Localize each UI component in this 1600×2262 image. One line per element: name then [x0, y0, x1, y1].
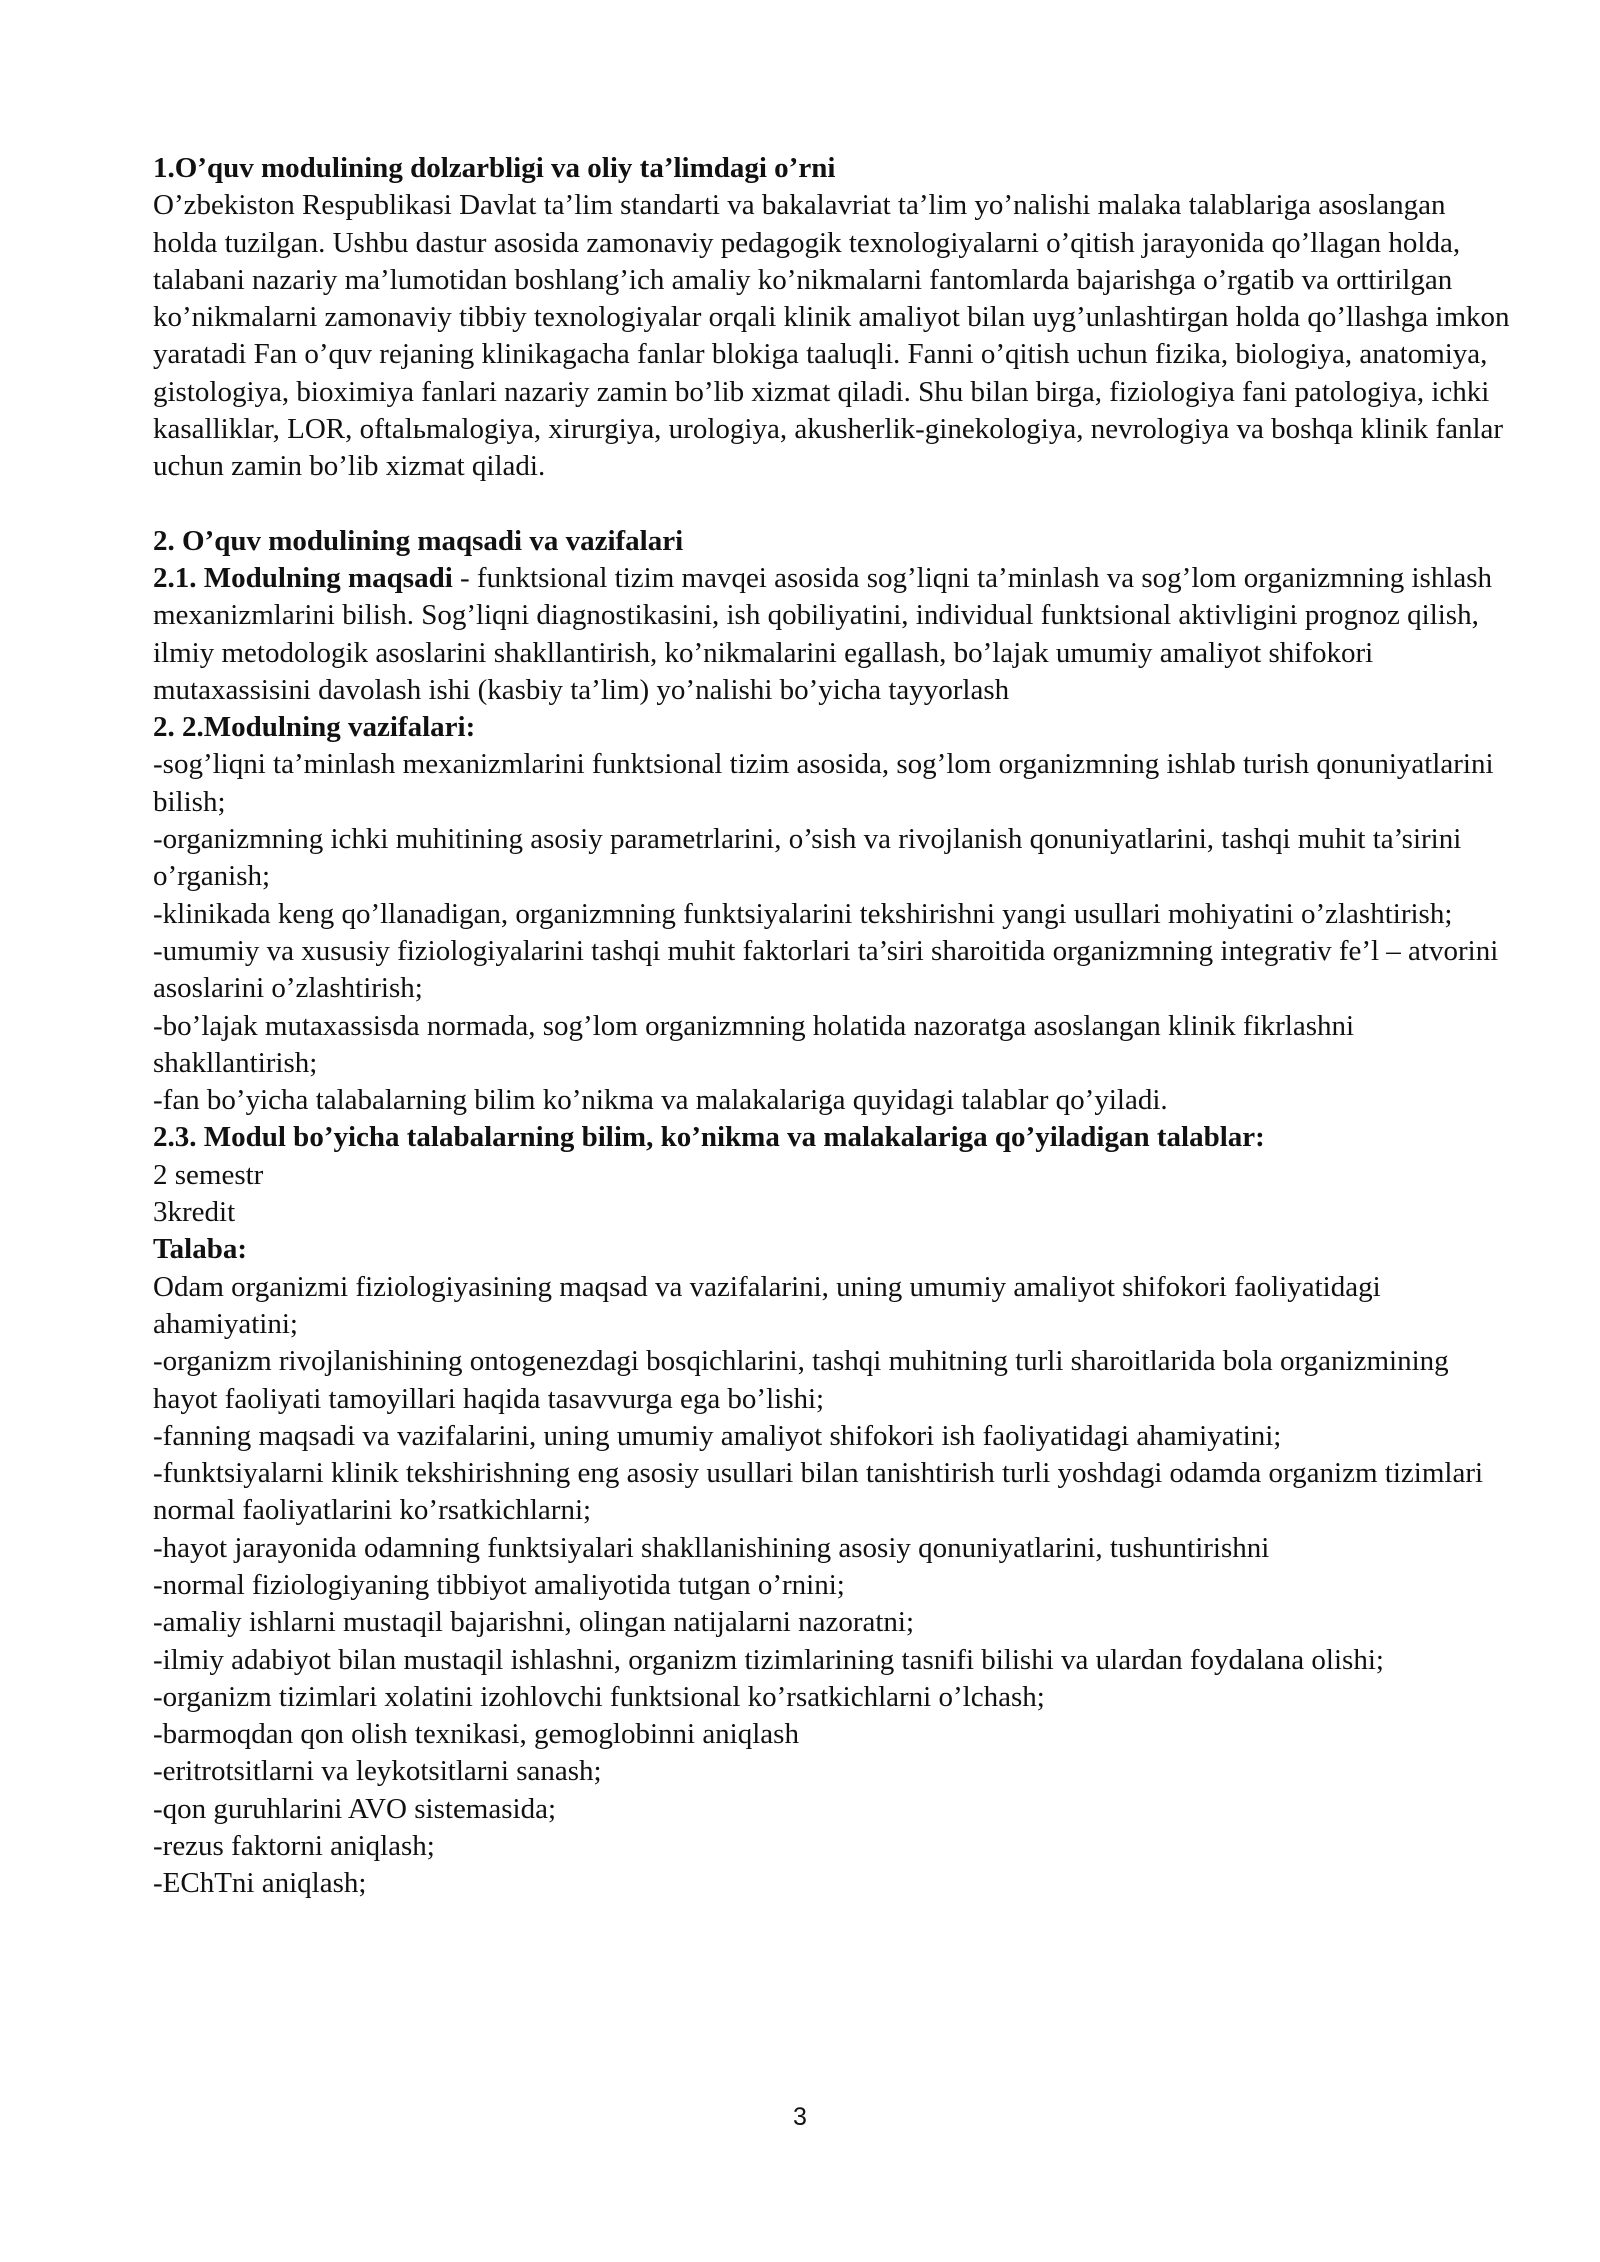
goal-label: 2.1. Modulning maqsadi: [153, 561, 453, 594]
task-item: -fan bo’yicha talabalarning bilim ko’nikma va malakalariga quyidagi talablar qo’yiladi.: [153, 1084, 1168, 1117]
paragraph-gap: [153, 486, 1513, 523]
student-item: Odam organizmi fiziologiyasining maqsad va vazifalarini, uning umumiy amaliyot shifokori faoliyatidagi ahamiyatini;: [153, 1270, 1381, 1340]
student-item: -barmoqdan qon olish texnikasi, gemoglobinni aniqlash: [153, 1718, 799, 1751]
student-item: -EChTni aniqlash;: [153, 1867, 367, 1900]
student-item: -qon guruhlarini AVO sistemasida;: [153, 1792, 557, 1825]
document-page: [153, 150, 1513, 1903]
student-item: -organizm tizimlari xolatini izohlovchi funktsional ko’rsatkichlarni o’lchash;: [153, 1680, 1045, 1713]
task-item: -sog’liqni ta’minlash mexanizmlarini funktsional tizim asosida, sog’lom organizmning ishlab turish qonuniyatlarini bilish;: [153, 748, 1494, 818]
student-label: Talaba:: [153, 1233, 248, 1266]
student-item: -eritrotsitlarni va leykotsitlarni sanash;: [153, 1755, 602, 1788]
goal-text: - funktsional tizim mavqei asosida sog’liqni ta’minlash va sog’lom organizmning ishlash mexanizmlarini bilish. Sog’liqni diagnostikasini, ish qobiliyatini, individual funktsional aktivligini prognoz qilish, ilmiy metodologik asoslarini shakllantirish, ko’nikmalarini egallash, bo’lajak umumiy amaliyot shifokori mutaxassisini davolash ishi (kasbiy ta’lim) yo’nalishi bo’yicha tayyorlash: [153, 561, 1493, 706]
student-item: -rezus faktorni aniqlash;: [153, 1830, 435, 1863]
student-item: -normal fiziologiyaning tibbiyot amaliyotida tutgan o’rnini;: [153, 1568, 845, 1601]
student-item: -fanning maqsadi va vazifalarini, uning umumiy amaliyot shifokori ish faoliyatidagi ahamiyatini;: [153, 1419, 1282, 1452]
task-item: -umumiy va xususiy fiziologiyalarini tashqi muhit faktorlari ta’siri sharoitida organizmning integrativ fe’l – atvorini asoslarini o’zlashtirish;: [153, 934, 1499, 1005]
student-item: -organizm rivojlanishining ontogenezdagi bosqichlarini, tashqi muhitning turli sharoitlarida bola organizmining hayot faoliyati tamoyillari haqida tasavvurga ega bo’lishi;: [153, 1345, 1449, 1415]
student-item: -amaliy ishlarni mustaqil bajarishni, olingan natijalarni nazoratni;: [153, 1606, 915, 1639]
student-item: -ilmiy adabiyot bilan mustaqil ishlashni, organizm tizimlarining tasnifi bilishi va ulardan foydalana olishi;: [153, 1643, 1384, 1676]
semester-line: 2 semestr: [153, 1158, 264, 1191]
page-number: 3: [793, 2103, 807, 2131]
credit-line: 3kredit: [153, 1196, 236, 1229]
section2-heading: 2. O’quv modulining maqsadi va vazifalari: [153, 524, 684, 557]
section1-body: O’zbekiston Respublikasi Davlat ta’lim standarti va bakalavriat ta’lim yo’nalishi malaka talablariga asoslangan holda tuzilgan. Ushbu dastur asosida zamonaviy pedagogik texnologiyalarni o’qitish jarayonida qo’llagan holda, talabani nazariy ma’lumotidan boshlang’ich amaliy ko’nikmalarni fantomlarda bajarishga o’rgatib va orttirilgan ko’nikmalarni zamonaviy tibbiy texnologiyalar orqali klinik amaliyot bilan uyg’unlashtirgan holda qo’llashga imkon yaratadi Fan o’quv rejaning klinikagacha fanlar blokiga taaluqli. Fanni o’qitish uchun fizika, biologiya, anatomiya, gistologiya, bioximiya fanlari nazariy zamin bo’lib xizmat qiladi. Shu bilan birga, fiziologiya fani patologiya, ichki kasalliklar, LOR, oftalьmalogiya, xirurgiya, urologiya, akusherlik-ginekologiya, nevrologiya va boshqa klinik fanlar uchun zamin bo’lib xizmat qiladi.: [153, 189, 1510, 483]
goal-paragraph: [153, 560, 1513, 709]
section1-heading: 1.O’quv modulining dolzarbligi va oliy ta’limdagi o’rni: [153, 152, 836, 184]
student-item: -hayot jarayonida odamning funktsiyalari shakllanishining asosiy qonuniyatlarini, tushuntirishni: [153, 1531, 1270, 1564]
requirements-heading: 2.3. Modul bo’yicha talabalarning bilim, ko’nikma va malakalariga qo’yiladigan talablar:: [153, 1121, 1265, 1154]
task-item: -organizmning ichki muhitining asosiy parametrlarini, o’sish va rivojlanish qonuniyatlarini, tashqi muhit ta’sirini o’rganish;: [153, 823, 1462, 893]
student-item: -funktsiyalarni klinik tekshirishning eng asosiy usullari bilan tanishtirish turli yoshdagi odamda organizm tizimlari normal faoliyatlarini ko’rsatkichlarni;: [153, 1457, 1484, 1527]
task-item: -bo’lajak mutaxassisda normada, sog’lom organizmning holatida nazoratga asoslangan klinik fikrlashni shakllantirish;: [153, 1009, 1355, 1079]
tasks-heading: 2. 2.Modulning vazifalari:: [153, 711, 476, 744]
task-item: -klinikada keng qo’llanadigan, organizmning funktsiyalarini tekshirishni yangi usullari mohiyatini o’zlashtirish;: [153, 897, 1453, 930]
